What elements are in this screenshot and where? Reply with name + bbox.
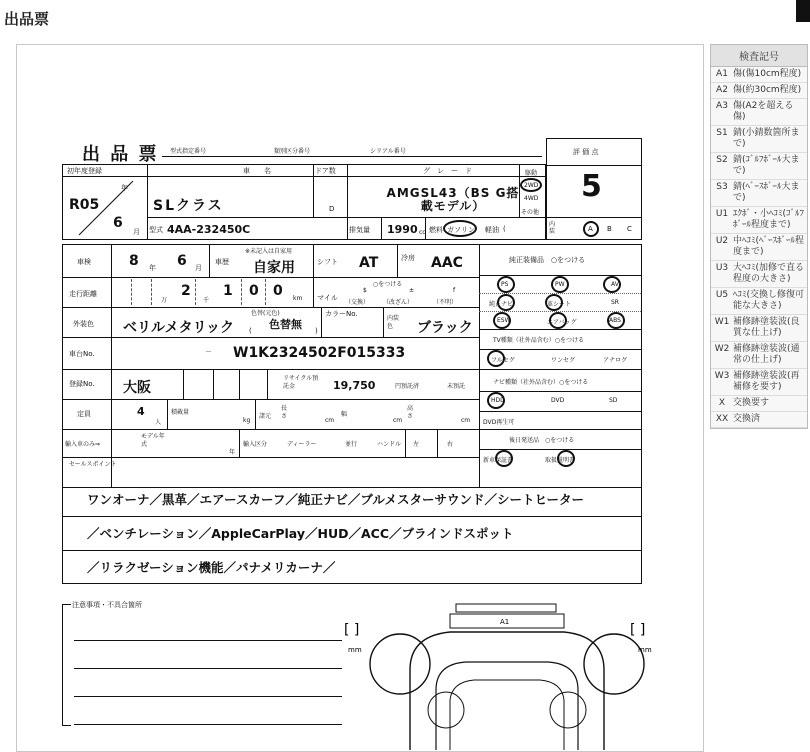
legend-row <box>711 396 807 412</box>
mileage-digit-3: 0 <box>249 283 259 299</box>
dim-length-unit: cm <box>325 417 335 424</box>
interior-grade-c: C <box>627 225 632 233</box>
equip-ps: PS <box>501 281 509 288</box>
meter-sym-2: ± <box>409 287 415 294</box>
legend-title: 検査記号 <box>711 45 807 67</box>
grade-label: グ レ ー ド <box>423 167 472 175</box>
sales-line-1: ワンオーナ／黒革／エアースカーフ／純正ナビ／ブルメスターサウンド／シートヒーター <box>87 492 585 507</box>
paren-open: ( <box>503 225 506 233</box>
equip-navi-circle <box>497 294 515 311</box>
inspection-legend <box>710 44 808 429</box>
diagram-a1-label: A1 <box>500 618 510 626</box>
hdr-type-label: 型式指定番号 <box>170 148 207 155</box>
legend-code: U3 <box>715 263 729 273</box>
equip-airbag: エアバッグ <box>547 319 577 326</box>
legend-row <box>711 207 807 234</box>
equip-esw: ESW <box>497 317 511 324</box>
dim-height-unit: cm <box>461 417 471 424</box>
capacity-value: 4 <box>137 405 145 418</box>
chassis-value: W1K2324502F015333 <box>233 345 406 361</box>
import-dealer: ディーラー <box>287 441 317 448</box>
drive-2wd-circle <box>520 178 542 192</box>
hdr-class-label: 類別区分番号 <box>274 148 311 155</box>
legend-rows <box>711 67 807 428</box>
equip-av-circle <box>603 276 621 293</box>
color-change-label: 色替(元色) <box>251 310 280 317</box>
displacement-value: 1990 <box>387 223 418 236</box>
legend-desc: 錆(小錆数箇所まで) <box>733 128 800 149</box>
legend-code: U5 <box>715 290 729 300</box>
legend-code: A1 <box>716 69 728 79</box>
color-change-paren-close: ) <box>315 327 318 335</box>
legend-row <box>711 315 807 342</box>
meter-sym-1: $ <box>363 287 367 294</box>
corner-tab <box>796 0 810 22</box>
legend-code: XX <box>715 414 729 424</box>
tv-analog: アナログ <box>603 357 628 364</box>
legend-desc: ﾍｺﾐ(交換し修復可能な大きさ) <box>733 290 805 311</box>
model-year-unit: 年 <box>229 449 236 456</box>
later-warranty-circle <box>495 450 513 467</box>
diagram-cabin <box>436 662 578 750</box>
shift-label: シフト <box>317 258 338 266</box>
handle-left: 左 <box>413 441 420 448</box>
auction-sheet <box>62 140 642 585</box>
chassis-dash: － <box>205 348 212 356</box>
equip-sr: SR <box>611 299 619 306</box>
import-class-label: 輸入区分 <box>243 441 268 448</box>
legend-desc: 大ﾍｺﾐ(加修で直る程度の大きさ) <box>733 263 805 284</box>
ac-value: AAC <box>431 255 463 271</box>
legend-desc: 傷(A2を超える傷) <box>733 101 794 122</box>
legend-row <box>711 412 807 428</box>
meter-modified: （改ざん） <box>383 299 414 306</box>
navi-dvd: DVD <box>551 397 565 404</box>
legend-desc: 錆(ﾍﾞｰｽﾎﾞｰﾙ大まで) <box>733 182 800 203</box>
history-label: 車歴 <box>215 258 229 266</box>
sheet-heading: 出 品 票 <box>82 144 159 165</box>
diagram-bumper <box>456 604 556 612</box>
tv-title: TV種類（社外品含む）○をつける <box>493 337 585 344</box>
doors-label: ドア数 <box>315 167 336 175</box>
score-value: 5 <box>581 169 602 204</box>
handle-right: 右 <box>447 441 454 448</box>
equip-ps-circle <box>497 276 515 293</box>
diesel-label: 軽油 <box>485 226 499 234</box>
car-name: SLクラス <box>153 198 224 214</box>
legend-desc: 補修跡塗装波(再補修を要す) <box>733 371 800 392</box>
legend-code: S1 <box>716 128 728 138</box>
diagram-body <box>410 632 604 750</box>
fuel-label: 燃料 <box>429 226 443 234</box>
equip-pw-circle <box>551 276 569 293</box>
dim-height-label: 高さ <box>407 405 414 420</box>
legend-row <box>711 67 807 83</box>
fuel-circle <box>443 220 477 237</box>
notes-area <box>62 601 362 750</box>
legend-row <box>711 288 807 315</box>
model-year-label: モデル年式 <box>141 433 165 448</box>
capacity-unit: 人 <box>155 419 162 426</box>
ac-label: 冷房 <box>401 254 415 262</box>
diagram-mm-right: mm <box>638 646 652 654</box>
later-title: 後日発送品 ○をつける <box>509 437 575 444</box>
tv-oneseg: ワンセグ <box>551 357 576 364</box>
first-reg-label: 初年度登録 <box>67 167 102 175</box>
diagram-bracket-left: [ ] <box>344 622 360 638</box>
import-parallel: 並行 <box>345 441 358 448</box>
month-label: 月 <box>133 228 140 236</box>
reg-label: 登録No. <box>69 380 95 388</box>
equip-abs: ABS <box>609 317 621 324</box>
legend-row <box>711 234 807 261</box>
diagram-wheel-right <box>584 634 644 694</box>
hdr-serial-label: シリアル番号 <box>370 148 406 155</box>
legend-row <box>711 126 807 153</box>
inspection-year: 8 <box>129 253 139 269</box>
legend-desc: 交換要す <box>733 398 770 408</box>
diagram-mirror-left <box>428 692 464 728</box>
drive-4wd: 4WD <box>524 195 539 202</box>
tv-fullseg-circle <box>487 350 505 367</box>
model-label: 型式 <box>149 226 163 234</box>
equip-esw-circle <box>493 312 511 329</box>
model-value: 4AA-232450C <box>167 223 251 236</box>
page-title: 出品票 <box>4 10 50 28</box>
inspection-year-unit: 年 <box>149 264 156 272</box>
details-grid <box>62 244 642 488</box>
interior-grade-b: B <box>607 225 612 233</box>
sales-point-block <box>62 488 642 584</box>
cc-unit: cc <box>419 229 426 236</box>
first-reg-era: R05 <box>69 197 100 213</box>
score-block <box>546 138 642 240</box>
navi-hdd-circle <box>487 392 505 409</box>
dim-length-label: 長さ <box>281 405 288 420</box>
year-label: 年 <box>121 184 128 192</box>
legend-code: S3 <box>716 182 728 192</box>
equip-navi: 純正ナビ <box>489 301 514 308</box>
diagram-mm-left: mm <box>348 646 362 654</box>
equip-av: AV <box>611 281 619 288</box>
legend-desc: 錆(ｺﾞﾙﾌﾎﾞｰﾙ大まで) <box>733 155 800 176</box>
mileage-man: 万 <box>161 297 168 304</box>
legend-row <box>711 153 807 180</box>
color-no-label: カラーNo. <box>325 310 358 318</box>
drive-label: 駆動 <box>525 170 538 177</box>
legend-row <box>711 83 807 99</box>
doors-d: D <box>329 205 335 213</box>
equip-pw: PW <box>555 281 565 288</box>
history-value: 自家用 <box>253 260 295 276</box>
mileage-digit-1: 2 <box>181 283 191 299</box>
drive-other: その他 <box>521 209 540 216</box>
recycle-unit: 円預託済 <box>395 383 420 390</box>
inspection-label: 車検 <box>77 258 91 266</box>
dim-width-unit: cm <box>393 417 403 424</box>
interior-grade-a: A <box>588 225 593 233</box>
legend-row <box>711 180 807 207</box>
mileage-sen: 千 <box>203 297 210 304</box>
navi-hdd: HDD <box>491 397 505 404</box>
ext-color-value: ベリルメタリック <box>123 320 235 336</box>
legend-code: U2 <box>715 236 729 246</box>
vehicle-info-block <box>62 164 546 240</box>
legend-code: W3 <box>714 371 730 381</box>
interior-grade-label: 内装 <box>549 221 556 235</box>
recycle-label: リサイクル預託金 <box>283 375 319 390</box>
legend-code: A3 <box>716 101 728 111</box>
handle-label: ハンドル <box>377 441 402 448</box>
legend-code: A2 <box>716 85 728 95</box>
mileage-digit-4: 0 <box>273 283 283 299</box>
legend-code: W2 <box>714 344 730 354</box>
diagram-windshield <box>450 680 564 750</box>
legend-row <box>711 369 807 396</box>
reg-value: 大阪 <box>123 380 151 396</box>
fuel-value: ガソリン <box>447 226 475 234</box>
shift-value: AT <box>359 255 379 271</box>
later-manual: 取扱説明書 <box>545 457 576 464</box>
recycle-unpaid: 未預託 <box>447 383 466 390</box>
legend-code: U1 <box>715 209 729 219</box>
score-label: 評 価 点 <box>573 148 599 156</box>
legend-desc: 交換済 <box>733 414 761 424</box>
legend-desc: 補修跡塗装波(良質な仕上げ) <box>733 317 800 338</box>
meter-unknown: （不明） <box>433 299 458 306</box>
later-warranty: 新車保証書 <box>483 457 514 464</box>
inspection-month-unit: 月 <box>195 264 202 272</box>
mileage-digit-2: 1 <box>223 283 233 299</box>
meter-sym-3: f <box>453 287 456 294</box>
legend-desc: ｴｸﾎﾞ・小ﾍｺﾐ(ｺﾞﾙﾌﾎﾞｰﾙ程度まで) <box>733 209 805 230</box>
dims-label: 諸元 <box>259 413 272 420</box>
equip-abs-circle <box>607 312 625 329</box>
navi-title: ナビ種類（社外品含む）○をつける <box>493 379 589 386</box>
notes-label: 注意事項・不具合箇所 <box>72 601 142 609</box>
legend-desc: 中ﾍｺﾐ(ﾍﾞｰｽﾎﾞｰﾙ程度まで) <box>733 236 805 257</box>
mileage-km: km <box>293 295 303 302</box>
meter-circle-note: ○をつける <box>373 281 403 288</box>
interior-grade-circle <box>583 221 599 237</box>
import-label: 輸入車のみ⇒ <box>65 441 101 448</box>
slash-mark <box>73 177 143 239</box>
mileage-label: 走行距離 <box>69 290 97 298</box>
int-color-value: ブラック <box>417 320 473 336</box>
legend-desc: 傷(約30cm程度) <box>733 85 802 95</box>
sales-label: セールスポイント <box>69 461 117 468</box>
tv-fullseg: フルセグ <box>491 357 515 364</box>
legend-code: W1 <box>714 317 730 327</box>
displacement-label: 排気量 <box>349 226 370 234</box>
diagram-wheel-left <box>370 634 430 694</box>
diagram-bracket-right: [ ] <box>630 622 646 638</box>
legend-row <box>711 261 807 288</box>
equip-leather: 革シート <box>547 301 572 308</box>
recycle-value: 19,750 <box>333 379 376 392</box>
chassis-label: 車台No. <box>69 350 95 358</box>
diagram-mirror-right <box>550 692 586 728</box>
equip-title: 純正装備品 ○をつける <box>509 256 586 264</box>
legend-code: S2 <box>716 155 728 165</box>
car-diagram <box>340 600 680 750</box>
grade-value: AMGSL43（BS G搭載モデル） <box>386 186 520 213</box>
meter-exchange: （交換） <box>345 299 370 306</box>
color-change-value: 色替無 <box>269 318 302 331</box>
ext-color-label: 外装色 <box>73 320 94 328</box>
int-color-label: 内装色 <box>387 315 400 330</box>
legend-row <box>711 342 807 369</box>
capacity-label: 定員 <box>77 410 91 418</box>
sales-line-3: ／リラクゼーション機能／パナメリカーナ／ <box>87 560 336 575</box>
history-note: ※未記入は自家用 <box>245 248 293 255</box>
sales-line-2: ／ベンチレーション／AppleCarPlay／HUD／ACC／ブラインドスポット <box>87 526 514 541</box>
legend-desc: 補修跡塗装波(通常の仕上げ) <box>733 344 800 365</box>
dim-width-label: 幅 <box>341 411 348 418</box>
legend-code: X <box>718 398 726 408</box>
drive-2wd: 2WD <box>524 182 539 189</box>
car-name-label: 車 名 <box>243 167 271 175</box>
dvd-play: DVD再生可 <box>483 419 515 426</box>
equip-airbag-circle <box>549 312 567 329</box>
inspection-month: 6 <box>177 253 187 269</box>
equip-leather-circle <box>545 294 563 311</box>
first-reg-month: 6 <box>113 215 123 231</box>
load-label: 積載量 <box>171 409 190 416</box>
legend-desc: 傷(傷10cm程度) <box>733 69 802 79</box>
meter-mile: マイル <box>317 294 338 302</box>
color-change-paren-open: ( <box>249 327 252 335</box>
legend-row <box>711 99 807 126</box>
later-manual-circle <box>557 450 575 467</box>
load-kg: kg <box>243 417 251 424</box>
navi-sd: SD <box>609 397 618 404</box>
